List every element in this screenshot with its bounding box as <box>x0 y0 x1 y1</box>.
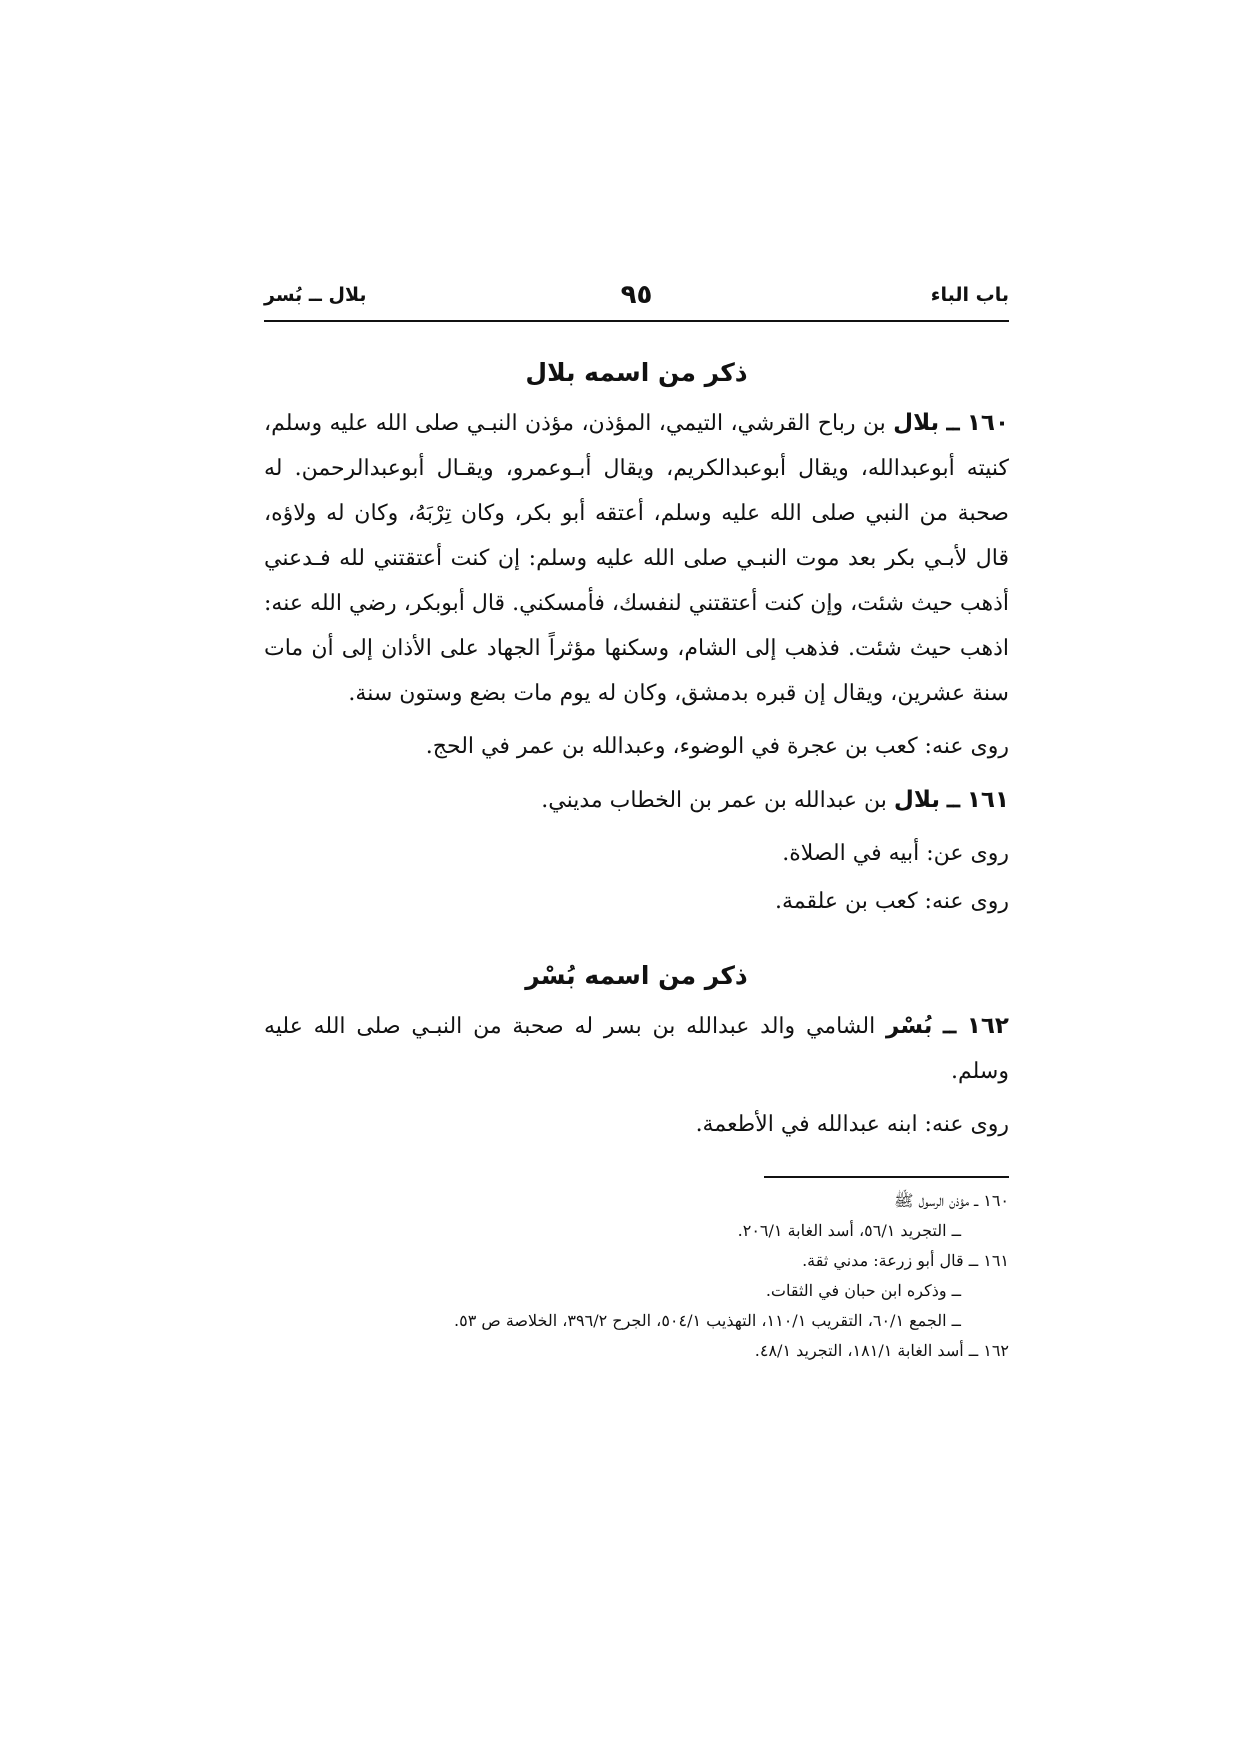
section-range: بلال ــ بُسر <box>264 284 367 306</box>
entry-name: بلال <box>893 787 940 813</box>
entry-dash: ــ <box>946 787 960 813</box>
footnote-rule <box>764 1176 1009 1178</box>
entry-text: بن رباح القرشي، التيمي، المؤذن، مؤذن النبـي صلى الله عليه وسلم، كنيته أبوعبدالله، ويقال أبوعبدالكريم، ويقال أبـوعمرو، ويقـال أبوعبدالرحمن. له صحبة من النبي صلى الله عليه وسلم، أعتقه أبو بكر، وكان تِرْبَهُ، وكان له ولاؤه، قال لأبـي بكر بعد موت النبـي صلى الله عليه وسلم: إن كنت أعتقتني لله فـدعني أذهب حيث شئت، وإن كنت أعتقتني لنفسك، فأمسكني. قال أبوبكر، رضي الله عنه: اذهب حيث شئت. فذهب إلى الشام، وسكنها مؤثراً الجهاد على الأذان إلى أن مات سنة عشرين، ويقال إن قبره بدمشق، وكان له يوم مات بضع وستون سنة. <box>264 411 1009 706</box>
footnote-line: ــ التجريد ٥٦/١، أسد الغابة ٢٠٦/١. <box>737 1221 961 1240</box>
narration-line: روى عنه: ابنه عبدالله في الأطعمة. <box>695 1112 1009 1137</box>
entry-number: ١٦١ <box>966 787 1009 813</box>
entry-dash: ــ <box>943 1013 957 1039</box>
narration-line: روى عنه: كعب بن علقمة. <box>774 889 1009 914</box>
entry-162 <box>264 1004 1009 1094</box>
chapter-title: باب الباء <box>930 284 1009 306</box>
footnote-line: ــ وذكره ابن حبان في الثقات. <box>765 1281 961 1300</box>
entry-number: ١٦٠ <box>966 410 1010 436</box>
book-page <box>264 280 1009 1366</box>
entry-text: بن عبدالله بن عمر بن الخطاب مديني. <box>541 788 887 813</box>
entry-161 <box>264 778 1009 823</box>
entry-number: ١٦٢ <box>966 1013 1009 1039</box>
footnote-line: ١٦٢ ــ أسد الغابة ١٨١/١، التجريد ٤٨/١. <box>754 1341 1009 1360</box>
footnotes <box>264 1186 1009 1366</box>
entry-dash: ــ <box>946 410 960 436</box>
entry-text: الشامي والد عبدالله بن بسر له صحبة من النبـي صلى الله عليه وسلم. <box>264 1014 1009 1084</box>
footnote-line: ١٦٠ ــ مؤذن الرسول ﷺ <box>894 1191 1009 1210</box>
page-number: ٩٥ <box>620 280 653 310</box>
footnote-line: ١٦١ ــ قال أبو زرعة: مدني ثقة. <box>802 1251 1009 1270</box>
footnote-line: ــ الجمع ٦٠/١، التقريب ١١٠/١، التهذيب ٥٠٤/١، الجرح ٣٩٦/٢، الخلاصة ص ٥٣. <box>454 1311 961 1330</box>
narration-line: روى عنه: كعب بن عجرة في الوضوء، وعبدالله بن عمر في الحج. <box>425 734 1009 759</box>
narration-line: روى عن: أبيه في الصلاة. <box>782 841 1009 866</box>
entry-name: بلال <box>893 410 940 436</box>
entry-name: بُسْر <box>886 1013 933 1039</box>
section-heading-bilal: ذكر من اسمه بلال <box>525 358 748 387</box>
running-head <box>264 280 1009 322</box>
section-heading-busr: ذكر من اسمه بُسْر <box>525 961 748 990</box>
entry-160 <box>264 401 1009 716</box>
